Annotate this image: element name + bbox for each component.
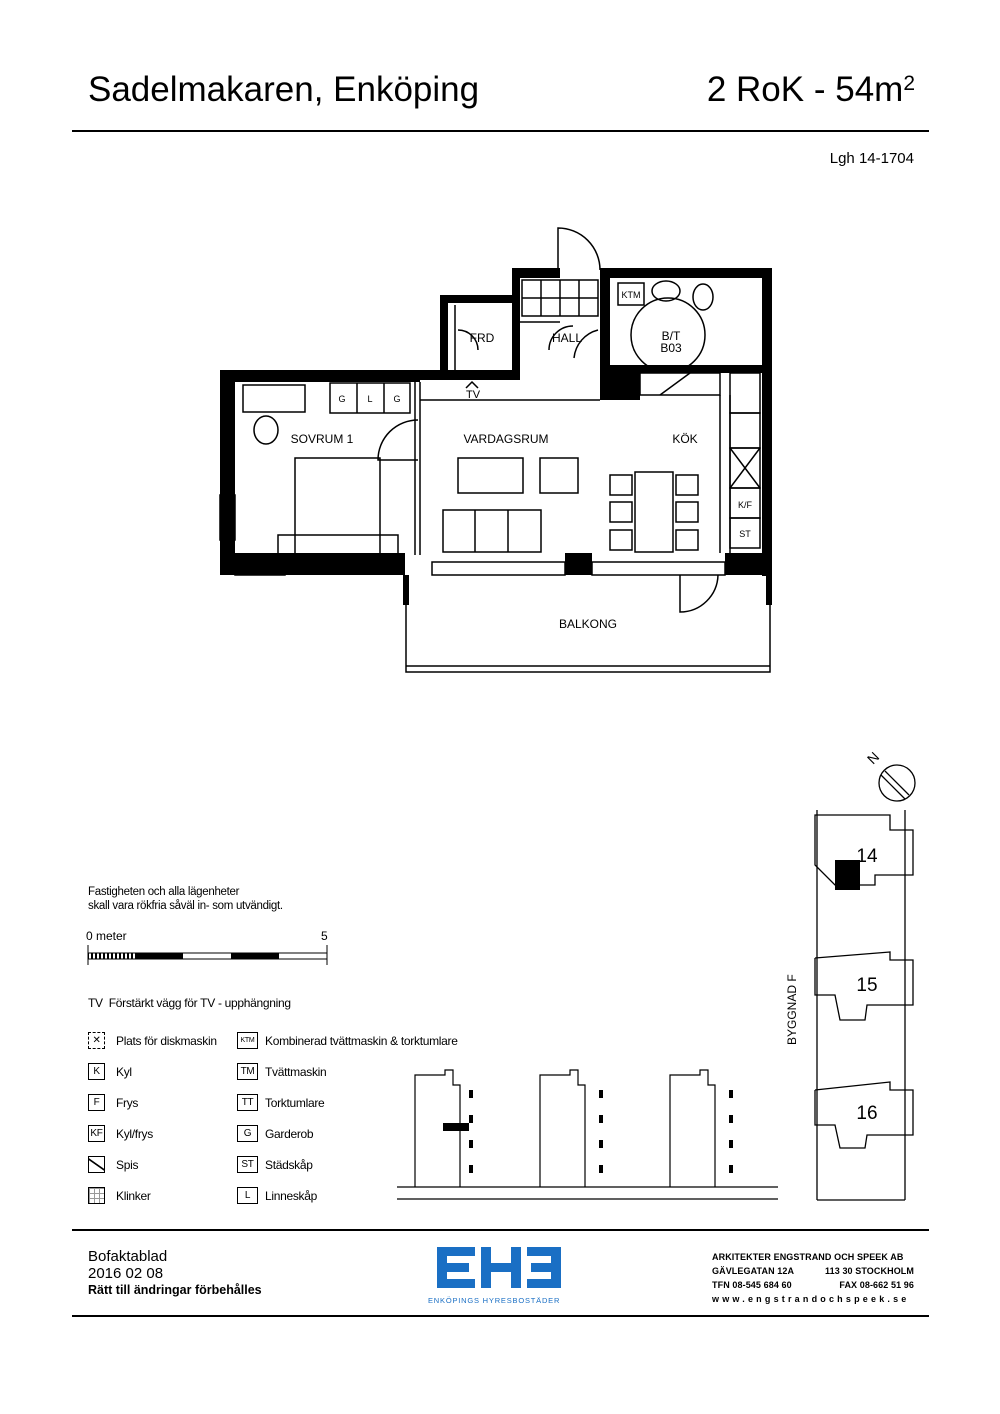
apartment-type-sup: 2 [903,72,915,95]
tm-symbol: TM [237,1063,258,1080]
legend-left-column [88,1025,217,1211]
apartment-number: Lgh 14-1704 [829,150,914,167]
legend-tt [237,1087,458,1118]
legend-kyl-label: Kyl [116,1064,132,1079]
fixture-ktm: KTM [621,290,641,300]
building-label: BYGGNAD F [785,974,799,1045]
legend-right-column [237,1025,458,1211]
architect-info [712,1250,914,1306]
legend-ktm-label: Kombinerad tvättmaskin & torktumlare [265,1033,458,1048]
room-hall: HALL [551,331,583,345]
building-14: 14 [856,846,878,867]
legend-spis [88,1149,217,1180]
legend-g [237,1118,458,1149]
kylfrys-symbol: KF [88,1125,105,1142]
footer-rule-bottom [72,1315,929,1317]
fixture-g2: G [393,394,401,404]
building-16: 16 [856,1103,878,1124]
footer-info [88,1248,262,1299]
compass-label: N [863,748,883,768]
legend-dishwasher [88,1025,217,1056]
legend-tm [237,1056,458,1087]
apartment-type-text: 2 RoK - 54m [706,70,904,109]
room-kok: KÖK [672,432,698,446]
city: 113 30 STOCKHOLM [825,1266,914,1276]
legend-kylfrys [88,1118,217,1149]
legend-tm-label: Tvättmaskin [265,1064,327,1079]
building-15: 15 [856,975,878,996]
legend-dishwasher-label: Plats för diskmaskin [116,1033,217,1048]
architect-name: ARKITEKTER ENGSTRAND OCH SPEEK AB [712,1252,904,1262]
room-bt-code: B03 [660,341,682,355]
tv-symbol: TV [88,996,103,1010]
legend-tv [88,996,291,1010]
legend-g-label: Garderob [265,1126,314,1141]
fixture-kf: K/F [737,500,753,510]
legend-tv-label: Förstärkt vägg för TV - upphängning [108,996,291,1010]
ktm-symbol: KTM [237,1032,258,1049]
fax: FAX 08-662 51 96 [839,1280,914,1290]
scale-end: 5 [321,929,328,943]
phone: TFN 08-545 684 60 [712,1280,792,1290]
dishwasher-icon: ✕ [88,1032,105,1049]
legend-frys-label: Frys [116,1095,139,1110]
street: GÄVLEGATAN 12A [712,1266,795,1276]
legend-frys [88,1087,217,1118]
fixture-g-hall: G [619,375,627,385]
contact-row [712,1278,914,1292]
doc-type: Bofaktablad [88,1248,168,1265]
legend-spis-label: Spis [116,1157,139,1172]
legend-tt-label: Torktumlare [265,1095,325,1110]
scale-start: 0 meter [86,929,127,943]
doc-date: 2016 02 08 [88,1265,164,1282]
fixture-st: ST [739,529,751,539]
st-symbol: ST [237,1156,258,1173]
room-vardagsrum: VARDAGSRUM [463,432,549,446]
legend-kylfrys-label: Kyl/frys [116,1126,153,1141]
logo-subtitle: ENKÖPINGS HYRESBOSTÄDER [428,1296,561,1305]
website-link[interactable]: www.engstrandochspeek.se [712,1294,910,1304]
tile-icon [88,1187,105,1204]
compass-icon [855,745,925,815]
legend-st-label: Städskåp [265,1157,313,1172]
l-symbol: L [237,1187,258,1204]
kyl-symbol: K [88,1063,105,1080]
room-balkong: BALKONG [558,617,618,631]
site-plan [805,810,920,1202]
frys-symbol: F [88,1094,105,1111]
room-bt: B/T [661,329,681,343]
legend-l [237,1180,458,1211]
address-row [712,1264,914,1278]
legend-st [237,1149,458,1180]
fixture-g1: G [338,394,346,404]
room-sovrum: SOVRUM 1 [290,432,354,446]
ehb-logo [435,1243,567,1295]
room-frd: FRD [469,331,495,345]
smoke-free-note [88,885,283,913]
fixture-tv: TV [465,389,481,401]
stove-icon [88,1156,105,1173]
project-title: Sadelmakaren, Enköping [88,70,480,109]
disclaimer: Rätt till ändringar förbehålles [88,1283,262,1297]
legend-kyl [88,1056,217,1087]
scale-bar [87,943,332,968]
g-symbol: G [237,1125,258,1142]
tt-symbol: TT [237,1094,258,1111]
legend-l-label: Linneskåp [265,1188,318,1203]
smoke-free-line1: Fastigheten och alla lägenheter [88,886,240,898]
legend-klinker [88,1180,217,1211]
fixture-l: L [367,394,373,404]
legend-ktm [237,1025,458,1056]
footer-rule-top [72,1229,929,1231]
smoke-free-line2: skall vara rökfria såväl in- som utvändigt. [88,900,283,912]
legend-klinker-label: Klinker [116,1188,151,1203]
